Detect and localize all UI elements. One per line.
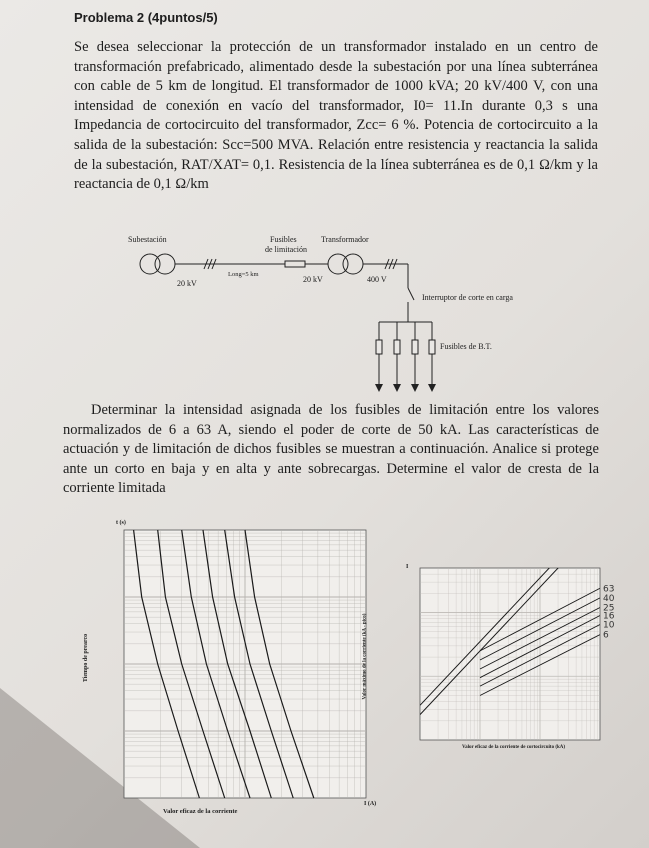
- y-axis-label: Tiempo de prearco: [83, 633, 90, 683]
- lv-voltage: 400 V: [367, 275, 387, 284]
- co-series-label: 25: [603, 603, 615, 614]
- co-series-label: 40: [603, 593, 615, 604]
- y-axis-label-2: Valor máximo de la corriente (kA - pico): [362, 613, 368, 700]
- hv-voltage: 20 kV: [303, 275, 323, 284]
- substation-voltage: 20 kV: [177, 279, 197, 288]
- co-series-label: 63: [603, 584, 615, 595]
- co-series-label: 6: [603, 630, 609, 641]
- fuses-label-bottom: de limitación: [265, 245, 307, 254]
- breaker-label: Interruptor de corte en carga: [422, 293, 513, 302]
- fuses-label-top: Fusibles: [270, 235, 297, 244]
- substation-label: Subestación: [128, 235, 167, 244]
- transformer-label: Transformador: [321, 235, 369, 244]
- co-series-label: 16: [603, 611, 615, 622]
- x-unit-label: I (A): [364, 801, 377, 807]
- co-series-label: 10: [603, 620, 615, 631]
- problem-statement: Se desea seleccionar la protección de un transformador instalado en un centro de transformación prefabricado, alimentado desde la subestación por una línea subterránea con cable de 5 km de longitud. El transformador de 1000 kVA; 20 kV/400 V, con una intensidad de conexión en vacío del transformador, I0= 11.In durante 0,3 s una Impedancia de cortocircuito del transformador, Zcc= 6 %. Potencia de cortocircuito a la salida de la subestación: Scc=500 MVA. Relación entre resistencia y reactancia la salida de la subestación, RAT/XAT= 0,1. Resistencia de la línea subterránea es de 0,1 Ω/km y la reactancia de 0,1 Ω/km: [74, 39, 598, 193]
- y-unit-label-2: I: [406, 564, 409, 570]
- x-axis-label-2: Valor eficaz de la corriente de cortocircuito (kA): [462, 745, 566, 750]
- task-statement: Determinar la intensidad asignada de los fusibles de limitación entre los valores normalizados de 6 a 63 A, siendo el poder de corte de 50 kA. Las características de actuación y de limitación de dichos fusibles se muestran a continuación. Analice si protege ante un corto en baja y en alta y ante sobrecargas. Determine el valor de cresta de la corriente limitada: [63, 402, 599, 497]
- y-unit-label: t (s): [116, 520, 126, 526]
- x-axis-label: Valor eficaz de la corriente: [163, 808, 238, 815]
- problem-title: Problema 2 (4puntos/5): [74, 10, 218, 25]
- lv-fuses-label: Fusibles de B.T.: [440, 342, 492, 351]
- line-length-label: Long=5 km: [228, 271, 259, 278]
